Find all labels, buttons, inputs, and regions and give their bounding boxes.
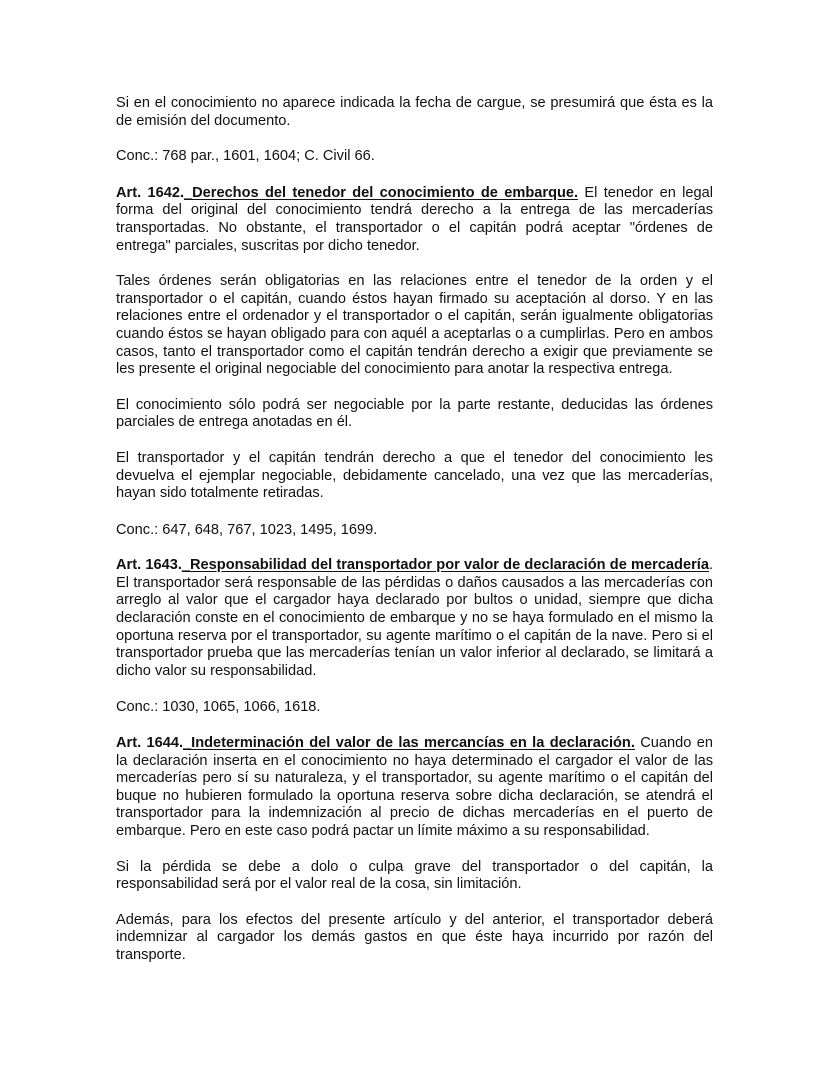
article-number: Art. 1642. (116, 184, 184, 201)
article-title: _Indeterminación del valor de las mercancías en la declaración. (183, 735, 635, 752)
article-title: _Responsabilidad del transportador por valor de declaración de mercadería (181, 557, 709, 574)
article-body: El tenedor en legal forma del original del conocimiento tendrá derecho a la entrega de las mercaderías transportadas. No obstante, el transportador o el capitán podrá aceptar "órdenes de entrega" parciales, suscritas por dicho tenedor. (116, 184, 713, 254)
concordance-1642: Conc.: 647, 648, 767, 1023, 1495, 1699. (116, 521, 378, 538)
paragraph-fecha-cargue: Si en el conocimiento no aparece indicada la fecha de cargue, se presumirá que ésta es la de emisión del documento. (116, 95, 713, 129)
article-number: Art. 1644. (116, 735, 184, 752)
article-1644 (116, 735, 713, 841)
concordance-1641: Conc.: 768 par., 1601, 1604; C. Civil 66. (116, 148, 375, 165)
document-page (116, 95, 713, 982)
article-1642 (116, 185, 713, 255)
article-body: . El transportador será responsable de las pérdidas o daños causados a las mercaderías con arreglo al valor que el cargador haya declarado por bultos o unidad, siempre que dicha declaración conste en el conocimiento de embarque y no se haya formulado en el mismo la oportuna reserva por el transportador, su agente marítimo o el capitán de la nave. Pero si el transportador prueba que las mercaderías tenían un valor inferior al declarado, se limitará a dicho valor su responsabilidad. (116, 557, 713, 679)
concordance-1643: Conc.: 1030, 1065, 1066, 1618. (116, 699, 321, 716)
paragraph-dolo-culpa-grave: Si la pérdida se debe a dolo o culpa grave del transportador o del capitán, la responsabilidad será por el valor real de la cosa, sin limitación. (116, 858, 713, 893)
article-title: _Derechos del tenedor del conocimiento de embarque. (184, 184, 579, 201)
paragraph-ejemplar-negociable: El transportador y el capitán tendrán derecho a que el tenedor del conocimiento les devuelva el ejemplar negociable, debidamente cancelado, una vez que las mercaderías, hayan sido totalmente retiradas. (116, 449, 713, 502)
article-1643 (116, 557, 713, 680)
article-number: Art. 1643. (116, 557, 182, 574)
paragraph-demas-gastos: Además, para los efectos del presente artículo y del anterior, el transportador deberá indemnizar al cargador los demás gastos en que éste haya incurrido por razón del transporte. (116, 911, 713, 963)
paragraph-ordenes-obligatorias: Tales órdenes serán obligatorias en las relaciones entre el tenedor de la orden y el transportador o el capitán, cuando éstos hayan firmado su aceptación al dorso. Y en las relaciones entre el ordenador y el transportador o el capitán, serán igualmente obligatorias cuando éstos se hayan obligado para con aquél a aceptarlas o a cumplirlas. Pero en ambos casos, tanto el transportador como el capitán tendrán derecho a exigir que previamente se les presente el original negociable del conocimiento para anotar la respectiva entrega. (116, 273, 713, 378)
paragraph-negociable-parte-restante: El conocimiento sólo podrá ser negociable por la parte restante, deducidas las órdenes parciales de entrega anotadas en él. (116, 396, 713, 431)
article-body: Cuando en la declaración inserta en el conocimiento no haya determinado el cargador el valor de las mercaderías pero sí su naturaleza, y el transportador, su agente marítimo o el capitán del buque no hubieren formulado la oportuna reserva sobre dicha declaración, se atendrá el transportador para la indemnización al precio de dichas mercaderías en el puerto de embarque. Pero en este caso podrá pactar un límite máximo a su responsabilidad. (116, 735, 714, 839)
